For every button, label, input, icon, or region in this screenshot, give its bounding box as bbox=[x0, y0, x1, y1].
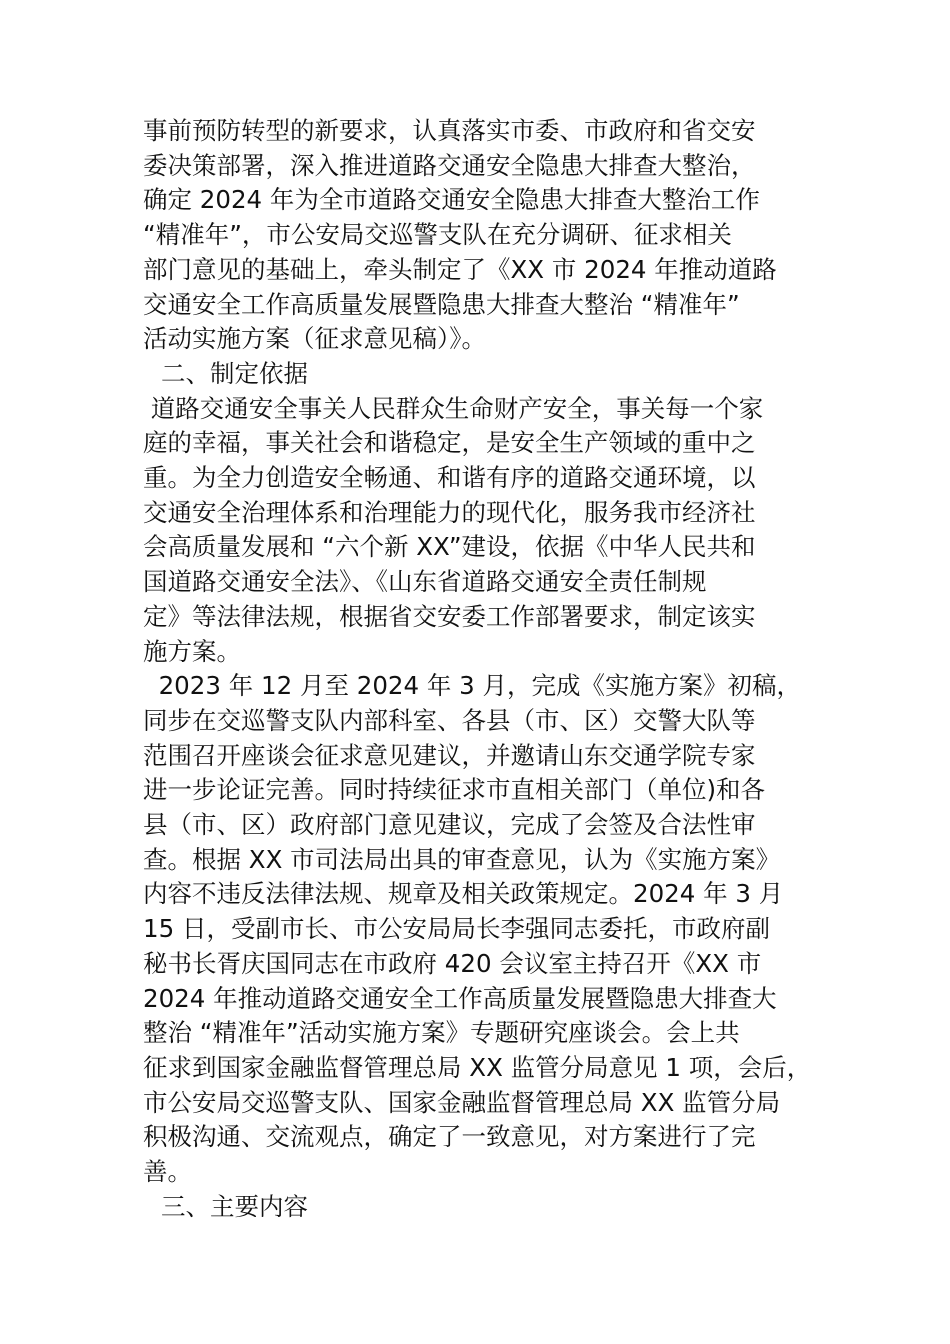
paragraph-line: 国道路交通安全法》、《山东省道路交通安全责任制规 bbox=[143, 567, 707, 597]
paragraph-line: 内容不违反法律法规、规章及相关政策规定。2024 年 3 月 bbox=[143, 879, 784, 909]
section-heading: 三、主要内容 bbox=[161, 1191, 308, 1221]
paragraph-line: 委决策部署，深入推进道路交通安全隐患大排查大整治， bbox=[143, 150, 756, 180]
paragraph-line: 施方案。 bbox=[143, 636, 241, 666]
paragraph-line: “精准年”，市公安局交巡警支队在充分调研、征求相关 bbox=[143, 220, 732, 250]
paragraph-line: 定》等法律法规，根据省交安委工作部署要求，制定该实 bbox=[143, 601, 756, 631]
section-heading: 二、制定依据 bbox=[161, 358, 308, 388]
paragraph-line: 2023 年 12 月至 2024 年 3 月，完成《实施方案》初稿， bbox=[143, 671, 802, 701]
paragraph-line: 征求到国家金融监督管理总局 XX 监管分局意见 1 项，会后， bbox=[143, 1052, 812, 1082]
paragraph-line: 2024 年推动道路交通安全工作高质量发展暨隐患大排查大 bbox=[143, 983, 777, 1013]
paragraph-line: 确定 2024 年为全市道路交通安全隐患大排查大整治工作 bbox=[143, 185, 760, 215]
paragraph-line: 范围召开座谈会征求意见建议，并邀请山东交通学院专家 bbox=[143, 740, 756, 770]
paragraph-line: 重。为全力创造安全畅通、和谐有序的道路交通环境，以 bbox=[143, 463, 756, 493]
paragraph-line: 15 日，受副市长、市公安局局长李强同志委托，市政府副 bbox=[143, 914, 770, 944]
paragraph-line: 整治 “精准年”活动实施方案》专题研究座谈会。会上共 bbox=[143, 1018, 740, 1048]
paragraph-line: 活动实施方案（征求意见稿）》。 bbox=[143, 324, 486, 354]
paragraph-line: 市公安局交巡警支队、国家金融监督管理总局 XX 监管分局 bbox=[143, 1087, 781, 1117]
paragraph-line: 道路交通安全事关人民群众生命财产安全，事关每一个家 bbox=[143, 393, 764, 423]
paragraph-line: 会高质量发展和 “六个新 XX”建设，依据《中华人民共和 bbox=[143, 532, 756, 562]
paragraph-line: 庭的幸福，事关社会和谐稳定，是安全生产领域的重中之 bbox=[143, 428, 756, 458]
paragraph-line: 同步在交巡警支队内部科室、各县（市、区）交警大队等 bbox=[143, 705, 756, 735]
paragraph-line: 秘书长胥庆国同志在市政府 420 会议室主持召开《XX 市 bbox=[143, 948, 762, 978]
document-body bbox=[143, 114, 833, 1225]
paragraph-line: 部门意见的基础上，牵头制定了《XX 市 2024 年推动道路 bbox=[143, 254, 777, 284]
paragraph-line: 交通安全工作高质量发展暨隐患大排查大整治 “精准年” bbox=[143, 289, 740, 319]
paragraph-line: 进一步论证完善。同时持续征求市直相关部门（单位)和各 bbox=[143, 775, 766, 805]
paragraph-line: 事前预防转型的新要求，认真落实市委、市政府和省交安 bbox=[143, 116, 756, 145]
paragraph-line: 县（市、区）政府部门意见建议，完成了会签及合法性审 bbox=[143, 810, 756, 840]
paragraph-line: 善。 bbox=[143, 1157, 192, 1187]
paragraph-line: 交通安全治理体系和治理能力的现代化，服务我市经济社 bbox=[143, 497, 756, 527]
paragraph-line: 积极沟通、交流观点，确定了一致意见，对方案进行了完 bbox=[143, 1122, 756, 1152]
paragraph-line: 查。根据 XX 市司法局出具的审查意见，认为《实施方案》 bbox=[143, 844, 781, 874]
